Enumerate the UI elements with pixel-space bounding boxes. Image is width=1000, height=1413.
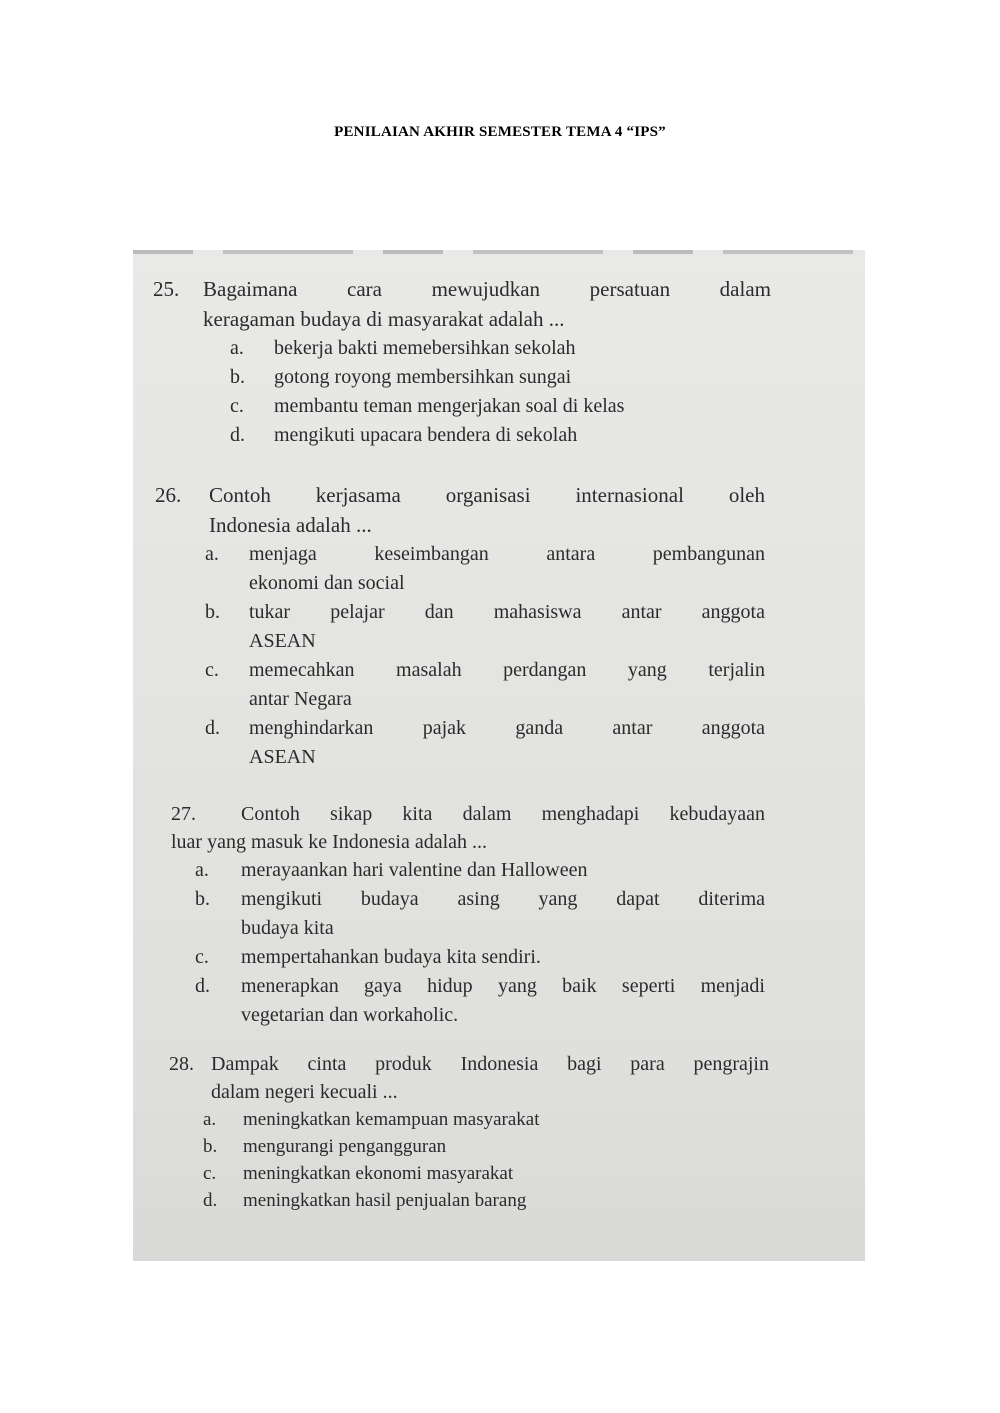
question-text-line: Dampak cinta produk Indonesia bagi para pengrajin bbox=[211, 1053, 769, 1075]
option-b bbox=[230, 363, 771, 392]
question-26 bbox=[155, 480, 765, 772]
question-text-line: dalam negeri kecuali ... bbox=[211, 1081, 398, 1103]
page-title: PENILAIAN AKHIR SEMESTER TEMA 4 “IPS” bbox=[334, 124, 666, 140]
option-text: merayaankan hari valentine dan Halloween bbox=[241, 859, 588, 881]
option-b bbox=[195, 885, 765, 914]
question-28 bbox=[169, 1050, 769, 1214]
question-number: 26. bbox=[155, 483, 182, 507]
option-text: mengikuti upacara bendera di sekolah bbox=[274, 424, 578, 446]
scanned-exam-photo bbox=[133, 250, 865, 1261]
option-letter: d. bbox=[230, 424, 245, 446]
question-text-line: Contoh kerjasama organisasi internasional oleh bbox=[209, 483, 765, 507]
question-number: 28. bbox=[169, 1053, 194, 1075]
option-b-continued bbox=[205, 627, 765, 656]
option-text: antar Negara bbox=[249, 688, 352, 710]
option-text: mengikuti budaya asing yang dapat diterima bbox=[241, 888, 765, 910]
option-a bbox=[203, 1106, 769, 1133]
option-text: tukar pelajar dan mahasiswa antar anggota bbox=[249, 601, 765, 623]
option-letter: a. bbox=[195, 859, 209, 881]
option-text: bekerja bakti memebersihkan sekolah bbox=[274, 337, 576, 359]
option-c-continued bbox=[205, 685, 765, 714]
option-letter: b. bbox=[205, 601, 220, 623]
option-letter: b. bbox=[195, 888, 210, 910]
option-letter: d. bbox=[195, 975, 210, 997]
question-text-line: luar yang masuk ke Indonesia adalah ... bbox=[171, 831, 488, 853]
option-text: memecahkan masalah perdangan yang terjalin bbox=[249, 659, 765, 681]
question-text-line: keragaman budaya di masyarakat adalah ... bbox=[203, 307, 565, 331]
question-text-line: Contoh sikap kita dalam menghadapi kebudayaan bbox=[241, 803, 765, 825]
option-b-continued bbox=[195, 914, 765, 943]
option-text: meningkatkan kemampuan masyarakat bbox=[243, 1109, 540, 1130]
option-text: meningkatkan ekonomi masyarakat bbox=[243, 1163, 514, 1184]
option-a bbox=[205, 540, 765, 569]
option-d bbox=[195, 972, 765, 1001]
option-b bbox=[203, 1133, 769, 1160]
option-letter: b. bbox=[230, 366, 245, 388]
option-letter: c. bbox=[205, 659, 219, 681]
option-text: meningkatkan hasil penjualan barang bbox=[243, 1190, 527, 1211]
option-letter: d. bbox=[205, 717, 220, 739]
option-text: menghindarkan pajak ganda antar anggota bbox=[249, 717, 765, 739]
option-text: ASEAN bbox=[249, 746, 316, 768]
option-text: membantu teman mengerjakan soal di kelas bbox=[274, 395, 625, 417]
option-b bbox=[205, 598, 765, 627]
option-a bbox=[195, 856, 765, 885]
option-text: ASEAN bbox=[249, 630, 316, 652]
option-d-continued bbox=[205, 743, 765, 772]
option-d bbox=[230, 421, 771, 450]
question-text-line: Indonesia adalah ... bbox=[209, 513, 372, 537]
question-27 bbox=[171, 800, 765, 1030]
option-c bbox=[195, 943, 765, 972]
option-a-continued bbox=[205, 569, 765, 598]
option-c bbox=[203, 1160, 769, 1187]
option-text: mempertahankan budaya kita sendiri. bbox=[241, 946, 541, 968]
option-letter: a. bbox=[205, 543, 219, 565]
option-d bbox=[203, 1187, 769, 1214]
option-text: ekonomi dan social bbox=[249, 572, 405, 594]
option-d-continued bbox=[195, 1001, 765, 1030]
option-text: gotong royong membersihkan sungai bbox=[274, 366, 572, 388]
option-letter: a. bbox=[230, 337, 244, 359]
option-c bbox=[230, 392, 771, 421]
option-text: menerapkan gaya hidup yang baik seperti menjadi bbox=[241, 975, 765, 997]
option-c bbox=[205, 656, 765, 685]
option-letter: c. bbox=[230, 395, 244, 417]
option-text: menjaga keseimbangan antara pembangunan bbox=[249, 543, 765, 565]
option-letter: c. bbox=[203, 1163, 217, 1184]
option-letter: b. bbox=[203, 1136, 218, 1157]
question-25 bbox=[153, 274, 771, 450]
question-number: 25. bbox=[153, 277, 180, 301]
option-text: budaya kita bbox=[241, 917, 334, 939]
option-a bbox=[230, 334, 771, 363]
option-letter: c. bbox=[195, 946, 209, 968]
option-letter: d. bbox=[203, 1190, 218, 1211]
question-text-line: Bagaimana cara mewujudkan persatuan dalam bbox=[203, 277, 771, 301]
option-text: mengurangi pengangguran bbox=[243, 1136, 447, 1157]
option-text: vegetarian dan workaholic. bbox=[241, 1004, 459, 1026]
option-d bbox=[205, 714, 765, 743]
question-number: 27. bbox=[171, 803, 196, 825]
option-letter: a. bbox=[203, 1109, 217, 1130]
cropped-text-edge bbox=[133, 250, 865, 254]
